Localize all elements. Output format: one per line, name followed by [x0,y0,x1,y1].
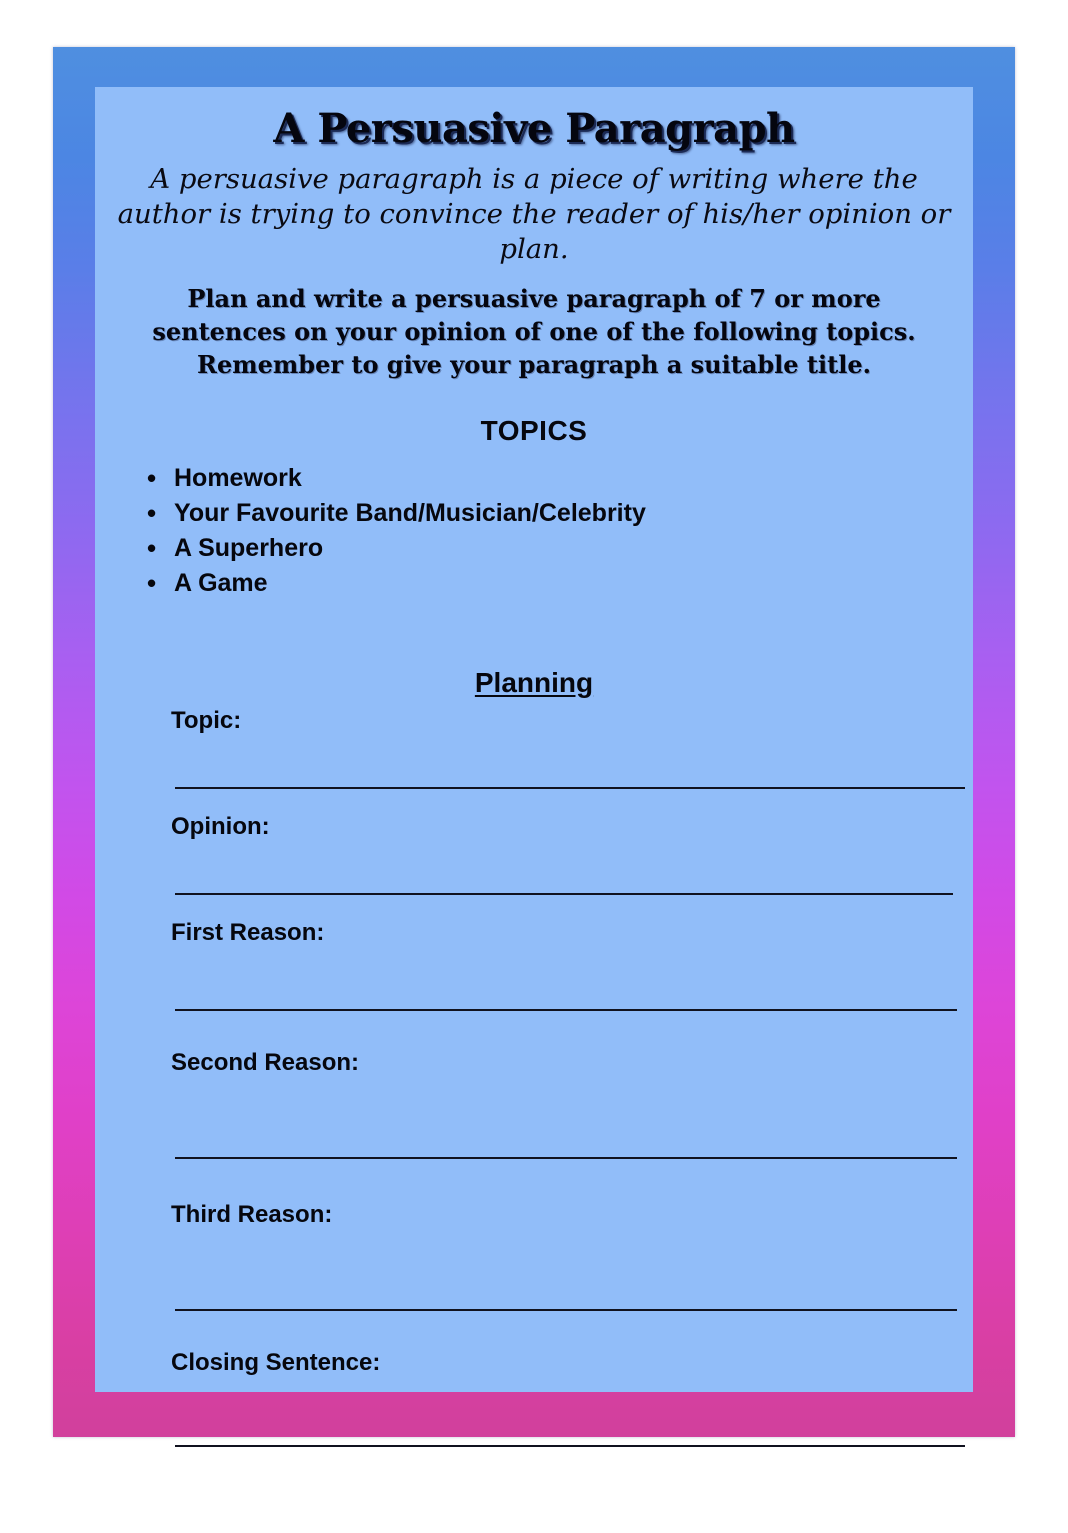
topics-section [95,415,973,601]
definition-text: A persuasive paragraph is a piece of writing where the author is trying to convince the reader of his/her opinion or plan. [117,163,951,266]
planning-field-first-reason [171,895,973,1011]
field-writing-space-second-reason [171,1077,973,1157]
topics-heading: TOPICS [480,415,588,446]
worksheet-page [95,87,973,1392]
page-title: A Persuasive Paragraph [273,105,795,152]
planning-field-second-reason [171,1011,973,1159]
list-item: • Your Favourite Band/Musician/Celebrity [147,496,973,531]
instruction-text: Plan and write a persuasive paragraph of 7 or more sentences on your opinion of one of the following topics. Remember to give your paragraph a suitable title. [152,283,916,379]
field-answer-line-closing-sentence[interactable] [175,1445,965,1447]
field-label-closing-sentence: Closing Sentence: [171,1349,381,1376]
list-item: • A Game [147,566,973,601]
planning-field-topic [171,707,973,789]
planning-section [95,667,973,1447]
field-label-opinion: Opinion: [171,813,270,840]
planning-field-third-reason [171,1159,973,1311]
field-label-first-reason: First Reason: [171,919,325,946]
planning-field-closing-sentence [171,1311,973,1447]
field-spacer [171,895,973,919]
list-item: • A Superhero [147,531,973,566]
field-writing-space-closing-sentence [171,1377,973,1445]
field-writing-space-topic [171,735,973,787]
field-writing-space-first-reason [171,947,973,1009]
field-spacer [171,789,973,813]
planning-heading: Planning [474,667,594,698]
field-writing-space-third-reason [171,1229,973,1309]
planning-field-opinion [171,789,973,895]
planning-fields [95,707,973,1447]
topics-list [95,461,973,601]
worksheet-gradient-frame [53,47,1015,1437]
field-spacer [171,1011,973,1049]
header-block [95,87,973,381]
field-spacer [171,1159,973,1201]
field-spacer [171,1311,973,1349]
field-label-third-reason: Third Reason: [171,1201,333,1228]
field-label-second-reason: Second Reason: [171,1049,360,1076]
field-label-topic: Topic: [171,707,242,734]
field-writing-space-opinion [171,841,973,893]
list-item: • Homework [147,461,973,496]
